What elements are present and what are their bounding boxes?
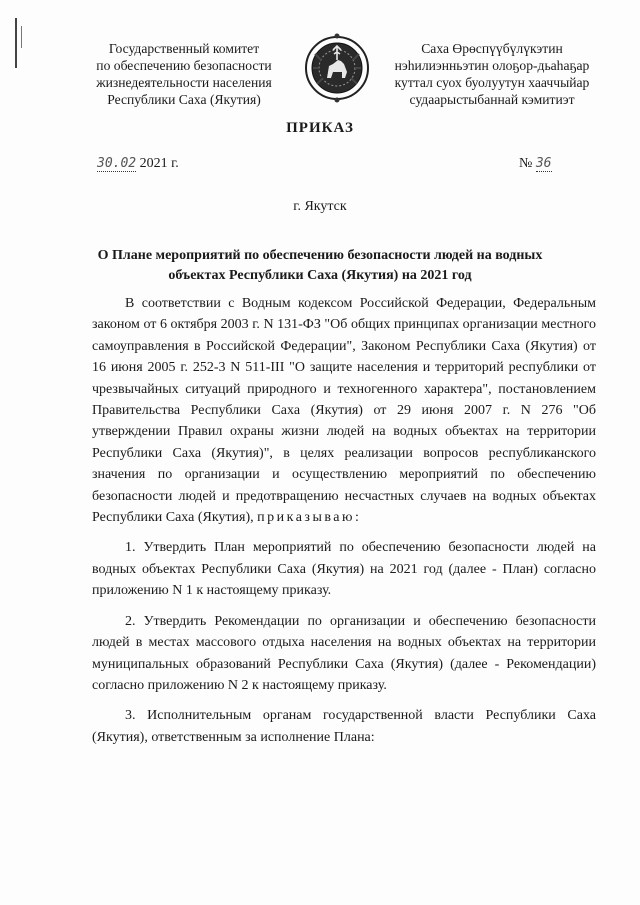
handwritten-date: 30.02 [97, 156, 137, 171]
header-right-block [362, 40, 622, 108]
header-right-line: куттал суох буолуутун хааччыйар [394, 75, 590, 90]
sakha-republic-emblem-icon [303, 30, 371, 106]
header-right-line: судаарыстыбаннай кэмитиэт [409, 92, 575, 107]
header-left-line: Государственный комитет [108, 41, 260, 56]
order-item-3: 3. Исполнительным органам государственной власти Республики Саха (Якутия), ответственным за исполнение Плана: [92, 708, 596, 745]
city-line: г. Якутск [293, 199, 347, 214]
scan-edge-mark [15, 18, 17, 68]
order-number [519, 156, 552, 172]
order-date [97, 156, 179, 172]
header-left-line: по обеспечению безопасности [96, 58, 272, 73]
header-right-line: нэһилиэнньэтин олоҕор-дьаһаҕар [394, 58, 590, 73]
order-item-2: 2. Утвердить Рекомендации по организации и обеспечению безопасности людей в местах массового отдыха населения на водных объектах на территории муниципальных образований Республики Саха (Якутия) (далее - Рекомендации) согласно приложению N 2 к настоящему приказу. [92, 613, 596, 693]
header-left-block [74, 40, 294, 108]
number-prefix: № [519, 156, 533, 171]
header-right-line: Саха Өрөспүүбүлүкэтин [421, 41, 563, 56]
preamble-paragraph [92, 293, 596, 528]
handwritten-number: 36 [535, 156, 552, 171]
order-item-1: 1. Утвердить План мероприятий по обеспечению безопасности людей на водных объектах Республики Саха (Якутия) на 2021 год (далее - План) согласно приложению N 1 к настоящему приказу. [92, 540, 596, 599]
scan-edge-mark [21, 26, 22, 48]
order-body [92, 293, 596, 757]
header-left-line: жизнедеятельности населения [96, 75, 272, 90]
preamble-text: В соответствии с Водным кодексом Российской Федерации, Федеральным законом от 6 октября 2003 г. N 131-ФЗ "Об общих принципах организации местного самоуправления в Российской Федерации", Законом Республики Саха (Якутия) от 16 июня 2005 г. 252-3 N 511-III "О защите населения и территорий республики от чрезвычайных ситуаций природного и техногенного характера", постановлением Правительства Республики Саха (Якутия) от 29 июня 2007 г. N 276 "Об утверждении Правил охраны жизни людей на водных объектах на территории Республики Саха (Якутия)", в целях реализации вопросов республиканского значения по организации и осуществлению мероприятий по обеспечению безопасности людей и предотвращению несчастных случаев на водных объектах Республики Саха (Якутия), [92, 296, 596, 526]
order-subject: О Плане мероприятий по обеспечению безопасности людей на водных объектах Республики Саха (Якутия) на 2021 год [97, 248, 543, 283]
header-left-line: Республики Саха (Якутия) [107, 92, 261, 107]
document-type-title: ПРИКАЗ [286, 120, 354, 136]
order-word: приказываю: [257, 510, 362, 526]
date-year: 2021 г. [139, 156, 179, 171]
